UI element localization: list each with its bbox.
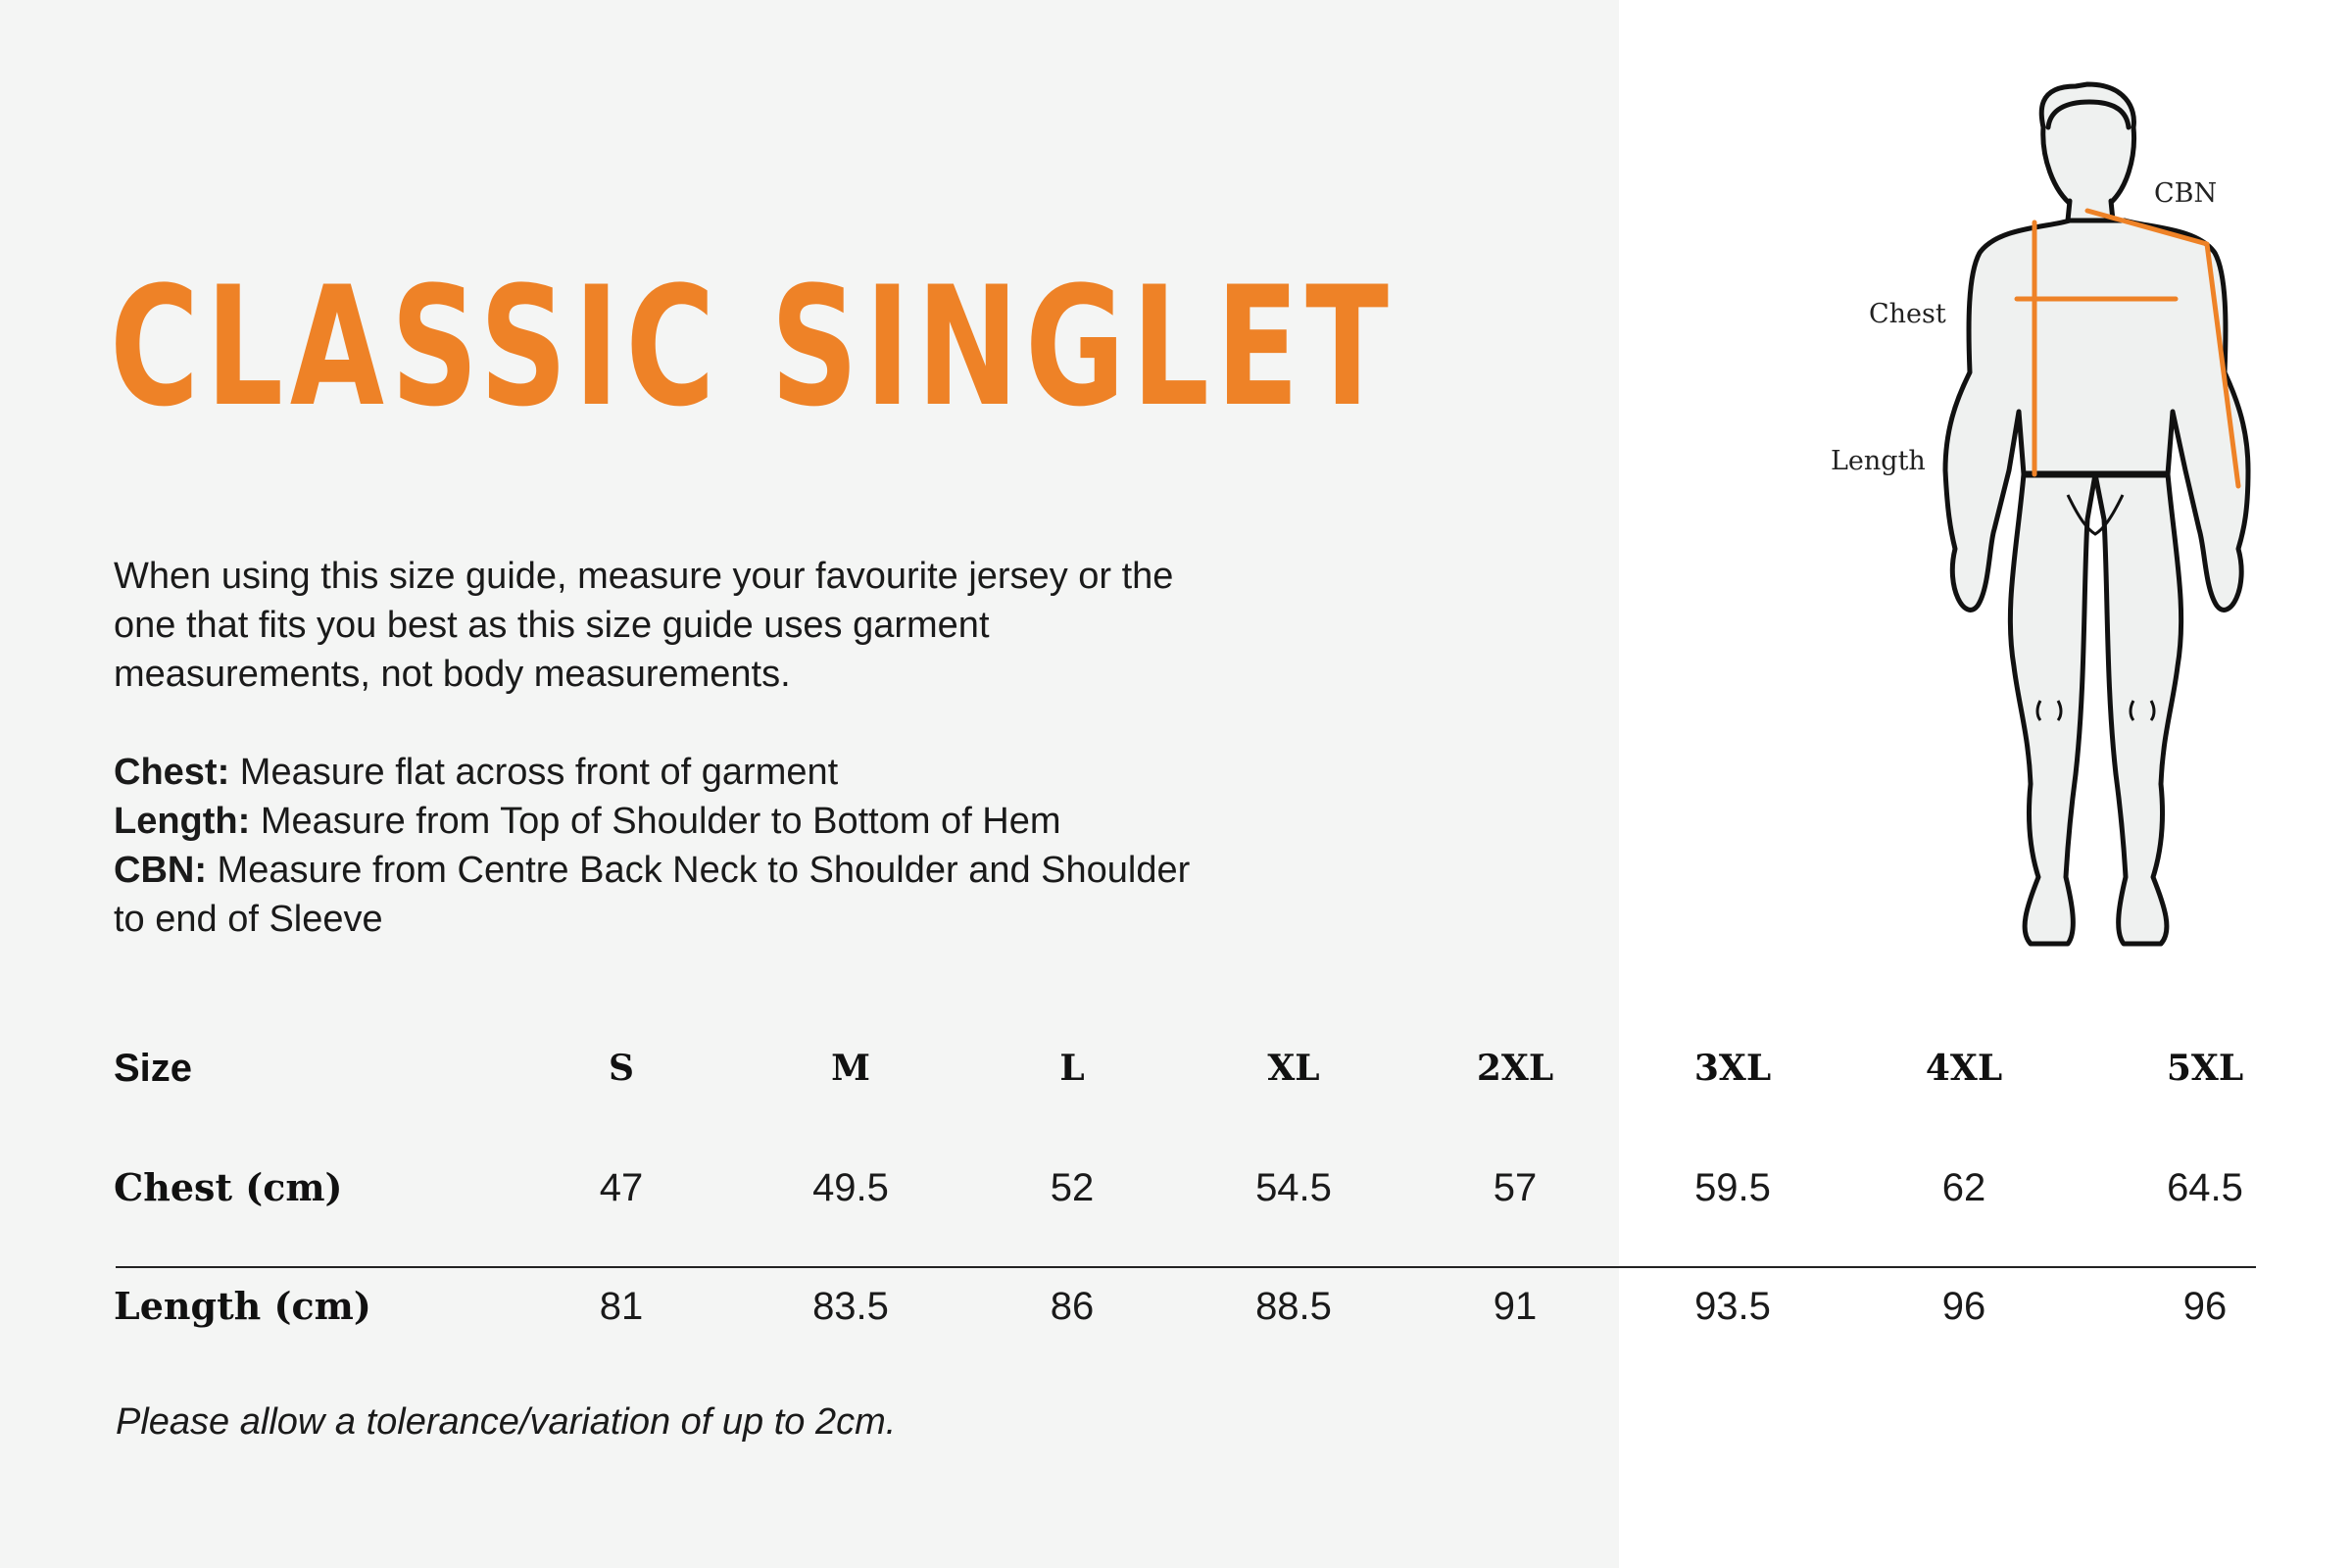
- measurement-definitions: [114, 748, 1192, 944]
- length-value-cell: 93.5: [1694, 1285, 1771, 1328]
- length-value-cell: 91: [1493, 1285, 1538, 1328]
- definition-length: [114, 797, 1192, 846]
- chest-value-cell: 54.5: [1255, 1166, 1332, 1209]
- intro-text: When using this size guide, measure your favourite jersey or the one that fits you best as this size guide uses garment measurements, not body measurements.: [114, 556, 1174, 695]
- length-value-cell: 96: [2182, 1285, 2228, 1328]
- length-row-label: Length (cm): [114, 1284, 371, 1328]
- tolerance-note: Please allow a tolerance/variation of up to 2cm.: [116, 1401, 897, 1443]
- figure-right-leg: [2095, 474, 2181, 944]
- definition-text: Measure flat across front of garment: [229, 752, 839, 793]
- size-header-cell: 2XL: [1476, 1048, 1554, 1089]
- table-divider: [116, 1266, 2256, 1268]
- chest-value-cell: 62: [1941, 1166, 1986, 1209]
- length-value-cell: 81: [599, 1285, 644, 1328]
- size-header-cell: XL: [1267, 1048, 1320, 1089]
- definition-term: Length:: [114, 801, 251, 842]
- size-header-cell: 5XL: [2166, 1048, 2244, 1089]
- definition-term: Chest:: [114, 752, 230, 793]
- definition-term: CBN:: [114, 850, 207, 891]
- chest-value-cell: 64.5: [2167, 1166, 2243, 1209]
- size-row-label: Size: [114, 1047, 193, 1090]
- table-row: [114, 1277, 2254, 1336]
- chest-value-cell: 47: [599, 1166, 644, 1209]
- size-header-cell: 4XL: [1925, 1048, 2003, 1089]
- size-header-cell: M: [831, 1048, 870, 1089]
- size-header-cell: 3XL: [1693, 1048, 1772, 1089]
- length-value-cell: 88.5: [1255, 1285, 1332, 1328]
- table-header-row: [114, 1039, 2254, 1098]
- definition-text: Measure from Top of Shoulder to Bottom of Hem: [250, 801, 1061, 842]
- length-value-cell: 86: [1050, 1285, 1095, 1328]
- figure-torso: [1945, 220, 2248, 610]
- definition-chest: [114, 748, 1192, 797]
- size-header-cell: L: [1059, 1048, 1085, 1089]
- length-value-cell: 96: [1941, 1285, 1986, 1328]
- chest-row-label: Chest (cm): [114, 1165, 343, 1209]
- chest-value-cell: 52: [1050, 1166, 1095, 1209]
- chest-value-cell: 57: [1493, 1166, 1538, 1209]
- size-header-cell: S: [609, 1048, 634, 1089]
- figure-left-leg: [2010, 474, 2095, 944]
- definition-text: Measure from Centre Back Neck to Shoulder and Shoulder to end of Sleeve: [114, 850, 1191, 940]
- diagram-label-cbn: CBN: [2154, 178, 2218, 209]
- chest-value-cell: 59.5: [1694, 1166, 1771, 1209]
- diagram-label-length: Length: [1831, 446, 1926, 476]
- definition-cbn: [114, 846, 1192, 944]
- page-title: CLASSIC SINGLET: [110, 251, 1396, 443]
- diagram-label-chest: Chest: [1869, 299, 1946, 329]
- length-value-cell: 83.5: [812, 1285, 889, 1328]
- chest-value-cell: 49.5: [812, 1166, 889, 1209]
- table-row: [114, 1158, 2254, 1217]
